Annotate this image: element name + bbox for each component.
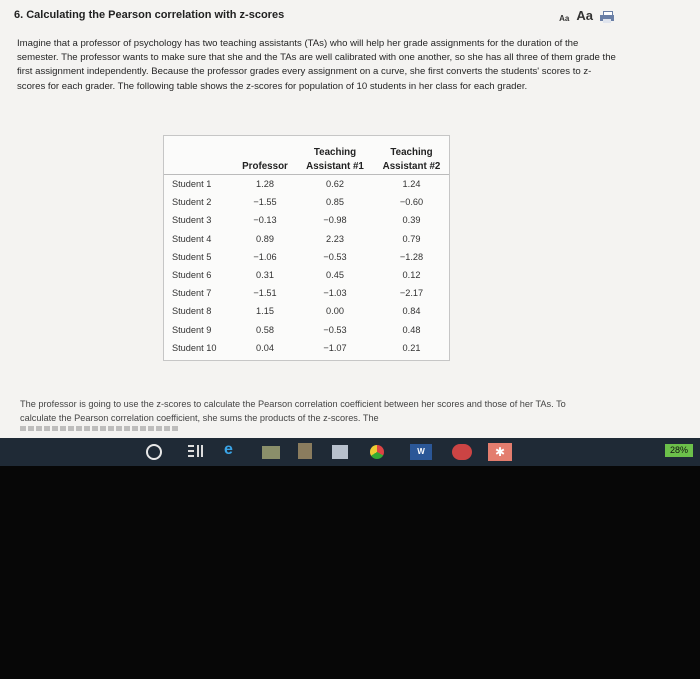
ta2-score: 0.12 xyxy=(402,270,421,281)
ta1-score: −1.03 xyxy=(323,288,347,299)
question-followup-text: The professor is going to use the z-scores to calculate the Pearson correlation coefficient between her scores and those of her TAs. To calculate the Pearson correlation coefficient, she sums the products of the z-scores. The xyxy=(20,399,566,423)
professor-score: −1.06 xyxy=(253,251,277,262)
cortana-icon[interactable] xyxy=(146,444,162,460)
table-row xyxy=(164,339,449,357)
dark-bezel-area xyxy=(0,466,700,679)
taskbar xyxy=(0,438,700,466)
ta1-score: −0.53 xyxy=(323,251,347,262)
student-label: Student 3 xyxy=(172,215,212,226)
ta2-score: 1.24 xyxy=(374,175,449,194)
table-row xyxy=(164,175,449,194)
student-label: Student 2 xyxy=(172,197,212,208)
ta1-score: −1.07 xyxy=(323,342,347,353)
header-blank xyxy=(164,136,234,175)
z-score-table xyxy=(163,135,450,361)
professor-score: 0.58 xyxy=(256,324,274,335)
professor-score: −1.55 xyxy=(253,197,277,208)
student-label: Student 4 xyxy=(172,233,212,244)
ta1-score: 0.00 xyxy=(326,306,344,317)
professor-score: 1.28 xyxy=(234,175,296,194)
question-intro: Imagine that a professor of psychology has two teaching assistants (TAs) who will help her grade assignments for the duration of the semester. The professor wants to make sure that she and the TAs are well calibrated with one another, so she has all three of them grade the first assignment independently. Because the professor grades every assignment on a curve, she first converts the students' scores to z-scores for each grader. The following table shows the z-scores for population of 10 students in her class for each grader. xyxy=(17,38,616,92)
ta1-score: −0.98 xyxy=(323,215,347,226)
student-label: Student 6 xyxy=(172,270,212,281)
professor-score: −1.51 xyxy=(253,288,277,299)
table-row xyxy=(164,211,449,229)
ta1-score: 0.45 xyxy=(326,270,344,281)
ta2-score: 0.48 xyxy=(402,324,421,335)
header-ta2 xyxy=(374,136,449,175)
edge-icon[interactable]: e xyxy=(224,441,233,458)
mail-icon[interactable] xyxy=(332,445,348,459)
question-title: 6. Calculating the Pearson correlation with z-scores xyxy=(14,9,285,21)
table-row xyxy=(164,248,449,266)
table-row xyxy=(164,321,449,339)
table-row xyxy=(164,193,449,211)
professor-score: 0.04 xyxy=(256,342,274,353)
ta2-score: 0.79 xyxy=(402,233,421,244)
cutoff-text-line xyxy=(20,426,180,431)
student-label: Student 7 xyxy=(172,288,212,299)
word-icon[interactable]: W xyxy=(410,444,432,460)
professor-score: 1.15 xyxy=(256,306,274,317)
header-ta2-line1: Teaching xyxy=(390,147,433,158)
store-icon[interactable] xyxy=(298,443,312,459)
font-size-small-button[interactable]: Aa xyxy=(559,14,570,23)
file-explorer-icon[interactable] xyxy=(262,446,280,459)
header-professor xyxy=(234,136,296,175)
app-icon[interactable]: ✱ xyxy=(488,443,512,461)
pdf-icon[interactable] xyxy=(452,444,472,460)
table-header-row xyxy=(164,136,449,175)
ta2-score: −0.60 xyxy=(399,197,424,208)
professor-score: 0.31 xyxy=(256,270,274,281)
ta2-score: 0.39 xyxy=(402,215,421,226)
ta1-score: 0.62 xyxy=(296,175,374,194)
ta1-score: −0.53 xyxy=(323,324,347,335)
student-label: Student 8 xyxy=(172,306,212,317)
ta1-score: 2.23 xyxy=(326,233,344,244)
professor-score: −0.13 xyxy=(253,215,277,226)
student-label: Student 1 xyxy=(164,175,234,194)
print-icon[interactable] xyxy=(600,11,614,23)
header-ta1-line2: Assistant #1 xyxy=(306,161,364,172)
student-label: Student 9 xyxy=(172,324,212,335)
student-label: Student 5 xyxy=(172,251,212,262)
chrome-icon[interactable] xyxy=(370,445,384,459)
professor-score: 0.89 xyxy=(256,233,274,244)
header-professor-line2: Professor xyxy=(242,161,288,172)
table-row xyxy=(164,266,449,284)
header-ta2-line2: Assistant #2 xyxy=(382,161,441,172)
table-row xyxy=(164,284,449,302)
font-size-large-button[interactable]: Aa xyxy=(576,8,593,23)
table-row xyxy=(164,230,449,248)
table-row xyxy=(164,302,449,320)
ta1-score: 0.85 xyxy=(326,197,344,208)
ta2-score: 0.21 xyxy=(402,342,421,353)
ta2-score: −1.28 xyxy=(399,251,424,262)
student-label: Student 10 xyxy=(172,342,217,353)
header-ta1-line1: Teaching xyxy=(313,147,357,158)
battery-indicator[interactable]: 28% xyxy=(665,444,693,457)
font-controls xyxy=(559,8,614,23)
ta2-score: −2.17 xyxy=(399,288,424,299)
task-view-icon[interactable] xyxy=(188,444,204,460)
ta2-score: 0.84 xyxy=(402,306,421,317)
header-ta1 xyxy=(296,136,374,175)
